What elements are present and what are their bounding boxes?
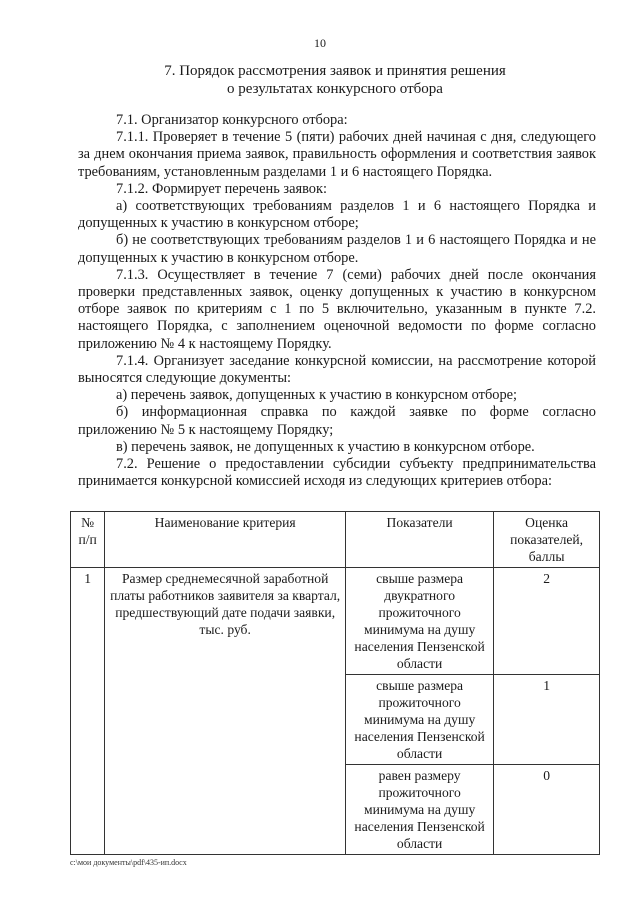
row-criterion: Размер среднемесячной заработной платы работников заявителя за квартал, предшествующий дате подачи заявки, тыс. руб. <box>105 568 346 855</box>
paragraph-7-1: 7.1. Организатор конкурсного отбора: <box>116 112 348 128</box>
paragraph-7-1-2-a: а) соответствующих требованиям разделов 1 и 6 настоящего Порядка и допущенных к участию в конкурсном отборе; <box>78 198 596 232</box>
paragraph-7-1-2: 7.1.2. Формирует перечень заявок: <box>116 180 327 197</box>
page-number: 10 <box>314 36 326 50</box>
section-heading-line-2: о результатах конкурсного отбора <box>227 81 443 97</box>
header-num: № п/п <box>71 512 105 568</box>
table-header-row <box>71 512 600 568</box>
header-indicators: Показатели <box>346 512 494 568</box>
indicator-cell: свыше размера прожиточного минимума на душу населения Пензенской области <box>346 675 494 765</box>
indicator-cell: равен размеру прожиточного минимума на душу населения Пензенской области <box>346 765 494 855</box>
file-path-footer: c:\мои документы\pdf\435-ип.docx <box>70 858 187 867</box>
paragraph-7-1-4-b: б) информационная справка по каждой заявке по форме согласно приложению № 5 к настоящему Порядку; <box>78 404 596 438</box>
header-score: Оценка показателей, баллы <box>494 512 600 568</box>
paragraph-7-1-4-v: в) перечень заявок, не допущенных к участию в конкурсном отборе. <box>116 438 535 455</box>
criteria-table <box>70 511 600 855</box>
header-criterion: Наименование критерия <box>105 512 346 568</box>
section-heading-line-1: 7. Порядок рассмотрения заявок и принятия решения <box>164 63 506 79</box>
row-num: 1 <box>71 568 105 855</box>
score-cell: 1 <box>494 675 600 765</box>
paragraph-7-1-4: 7.1.4. Организует заседание конкурсной комиссии, на рассмотрение которой выносятся следующие документы: <box>78 352 596 387</box>
score-cell: 2 <box>494 568 600 675</box>
paragraph-7-2: 7.2. Решение о предоставлении субсидии субъекту предпринимательства принимается конкурсной комиссией исходя из следующих критериев отбора: <box>78 456 596 490</box>
paragraph-7-1-2-b: б) не соответствующих требованиям разделов 1 и 6 настоящего Порядка и не допущенных к участию в конкурсном отборе. <box>78 232 596 266</box>
paragraph-7-1-1: 7.1.1. Проверяет в течение 5 (пяти) рабочих дней начиная с дня, следующего за днем окончания приема заявок, правильность оформления и соответствия заявок требованиям, установленным разделами 1 и 6 настоящего Порядка. <box>78 129 596 180</box>
indicator-cell: свыше размера двукратного прожиточного минимума на душу населения Пензенской области <box>346 568 494 675</box>
section-heading <box>70 62 600 98</box>
paragraph-7-1-3: 7.1.3. Осуществляет в течение 7 (семи) рабочих дней после окончания проверки представленных заявок, оценку допущенных к участию в конкурсном отборе заявок по критериям с 1 по 5 включительно, указанным в пункте 7.2. настоящего Порядка, с заполнением оценочной ведомости по форме согласно приложению № 4 к настоящему Порядку. <box>78 266 596 352</box>
paragraph-7-1-4-a: а) перечень заявок, допущенных к участию в конкурсном отборе; <box>116 387 518 404</box>
score-cell: 0 <box>494 765 600 855</box>
table-row <box>71 568 600 675</box>
document-body <box>78 112 596 490</box>
